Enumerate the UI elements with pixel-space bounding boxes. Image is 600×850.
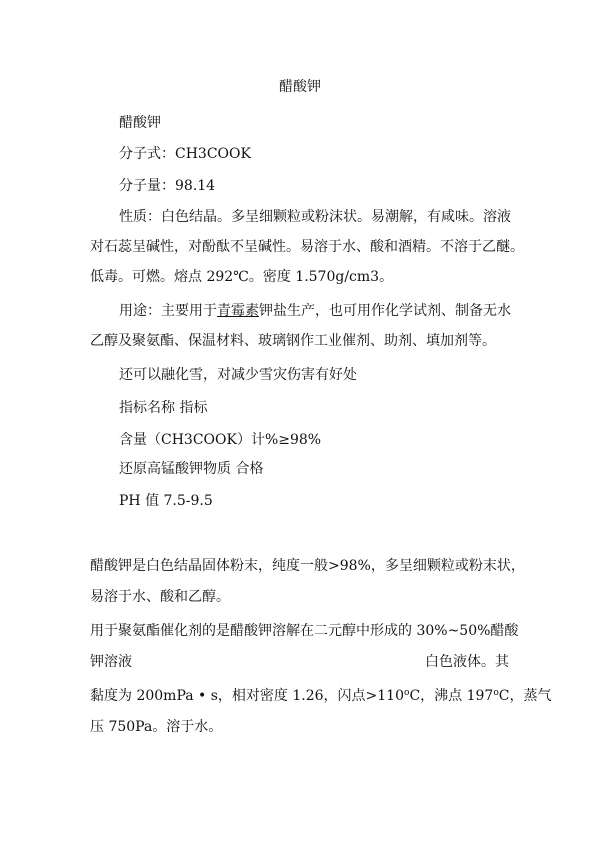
molecular-weight: 分子量：98.14 <box>119 178 216 194</box>
properties-line-2: 对石蕊呈碱性，对酚酞不呈碱性。易溶于水、酸和酒精。不溶于乙醚。 <box>90 239 524 255</box>
para2-line-2: 易溶于水、酸和乙醇。 <box>90 589 230 605</box>
para3-line-3-c: C，蒸气 <box>498 688 552 704</box>
uses-line-1 <box>119 301 511 321</box>
para2-line-1: 醋酸钾是白色结晶固体粉末，纯度一般>98%，多呈细颗粒或粉末状， <box>90 558 525 574</box>
para3-line-2-left: 钾溶液 <box>90 654 132 670</box>
uses-line-2: 乙醇及聚氨酯、保温材料、玻璃钢作工业催剂、助剂、填加剂等。 <box>90 333 496 349</box>
para3-line-4: 压 750Pa。溶于水。 <box>90 719 223 735</box>
molecular-formula: 分子式：CH3COOK <box>119 146 251 162</box>
para3-line-3-a: 黏度为 200mPa • s，相对密度 1.26，闪点>110 <box>90 688 405 704</box>
spec-header: 指标名称 指标 <box>119 400 208 416</box>
para3-line-3-b: C，沸点 197 <box>409 688 494 704</box>
spec-permanganate: 还原高锰酸钾物质 合格 <box>119 461 264 477</box>
degree-mark-2: o <box>493 688 499 698</box>
document-title: 醋酸钾 <box>279 79 321 95</box>
degree-mark-1: o <box>404 688 410 698</box>
compound-name: 醋酸钾 <box>119 115 161 131</box>
uses-suffix: 钾盐生产，也可用作化学试剂、制备无水 <box>259 303 511 319</box>
spec-content: 含量（CH3COOK）计%≥98% <box>119 432 322 448</box>
spec-ph: PH 值 7.5-9.5 <box>119 493 213 509</box>
para3-line-1: 用于聚氨酯催化剂的是醋酸钾溶解在二元醇中形成的 30%~50%醋酸 <box>90 623 519 639</box>
properties-line-1: 性质：白色结晶。多呈细颗粒或粉沫状。易潮解，有咸味。溶液 <box>119 209 511 225</box>
snow-note: 还可以融化雪，对减少雪灾伤害有好处 <box>119 367 357 383</box>
penicillin-link[interactable]: 青霉素 <box>217 303 259 319</box>
uses-prefix: 用途：主要用于 <box>119 303 217 319</box>
properties-line-3: 低毒。可燃。熔点 292℃。密度 1.570g/cm3。 <box>90 269 394 285</box>
para3-line-2-right: 白色液体。其 <box>425 654 509 670</box>
para3-line-3 <box>90 686 551 706</box>
